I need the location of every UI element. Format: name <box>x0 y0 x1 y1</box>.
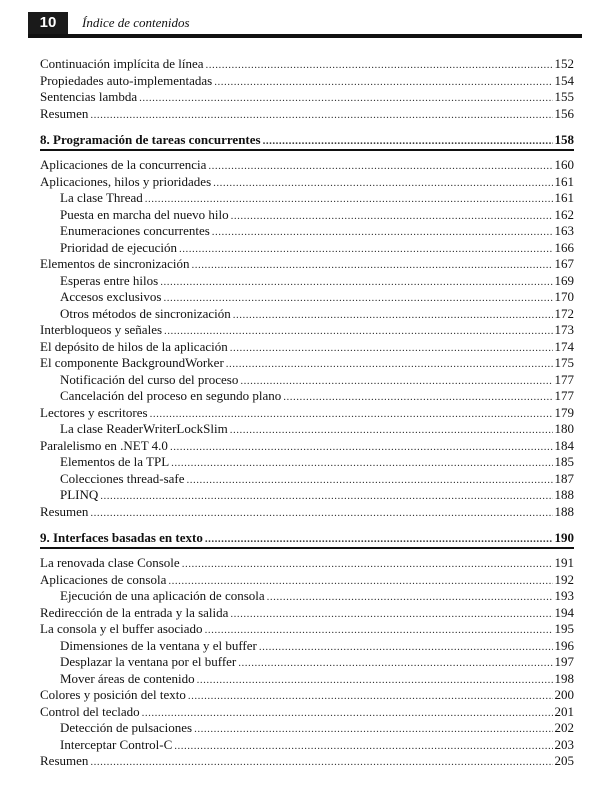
toc-entry[interactable] <box>40 405 574 422</box>
dot-leader <box>233 307 553 324</box>
chapter-page-number: 158 <box>554 132 574 147</box>
entry-page-number: 169 <box>554 272 574 288</box>
entry-title: La clase Thread <box>60 190 143 205</box>
dot-leader <box>212 224 553 241</box>
entry-title: El depósito de hilos de la aplicación <box>40 338 228 354</box>
chapter-page-number: 190 <box>554 530 574 545</box>
entry-title: Aplicaciones de consola <box>40 571 167 587</box>
entry-page-number: 203 <box>554 736 574 752</box>
toc-entry[interactable] <box>40 106 574 123</box>
entry-title: Puesta en marcha del nuevo hilo <box>60 206 229 222</box>
dot-leader <box>205 530 553 549</box>
toc-entry[interactable] <box>40 504 574 521</box>
dot-leader <box>182 556 553 573</box>
entry-title: Detección de pulsaciones <box>60 720 193 735</box>
entry-title: Prioridad de ejecución <box>60 239 177 255</box>
dot-leader <box>168 573 552 590</box>
entry-page-number: 166 <box>554 239 574 255</box>
toc-entry[interactable] <box>40 240 574 257</box>
entry-page-number: 174 <box>554 338 574 354</box>
dot-leader <box>283 389 552 406</box>
toc-entry[interactable] <box>40 621 574 638</box>
entry-page-number: 152 <box>554 56 574 71</box>
toc-entry[interactable] <box>40 339 574 356</box>
entry-title: La consola y el buffer asociado <box>40 621 203 636</box>
dot-leader <box>213 175 552 192</box>
toc-entry[interactable] <box>40 256 574 273</box>
entry-title: PLINQ <box>60 487 99 502</box>
page-number: 10 <box>28 12 68 34</box>
entry-page-number: 193 <box>554 588 574 603</box>
entry-title: Colecciones thread-safe <box>60 470 185 486</box>
toc-entry[interactable] <box>40 89 574 106</box>
entry-page-number: 161 <box>554 190 574 205</box>
entry-title: Cancelación del proceso en segundo plano <box>60 388 282 403</box>
spacer <box>40 520 574 528</box>
dot-leader <box>150 406 553 423</box>
dot-leader <box>145 191 553 208</box>
dot-leader <box>240 373 552 390</box>
toc-entry[interactable] <box>40 588 574 605</box>
entry-title: Notificación del curso del proceso <box>60 371 239 387</box>
entry-title: Mover áreas de contenido <box>60 670 195 686</box>
toc-entry[interactable] <box>40 372 574 389</box>
toc-entry[interactable] <box>40 273 574 290</box>
dot-leader <box>171 455 552 472</box>
toc-entry[interactable] <box>40 737 574 754</box>
toc-entry[interactable] <box>40 388 574 405</box>
dot-leader <box>90 107 552 124</box>
entry-page-number: 200 <box>554 687 574 702</box>
entry-page-number: 161 <box>554 173 574 189</box>
entry-title: Continuación implícita de línea <box>40 56 204 71</box>
dot-leader <box>191 257 552 274</box>
entry-page-number: 154 <box>554 72 574 88</box>
toc-entry[interactable] <box>40 687 574 704</box>
toc-entry[interactable] <box>40 704 574 721</box>
entry-title: Otros métodos de sincronización <box>60 305 231 321</box>
dot-leader <box>179 241 553 258</box>
toc-entry[interactable] <box>40 355 574 372</box>
entry-page-number: 191 <box>554 555 574 570</box>
toc-entry[interactable] <box>40 73 574 90</box>
entry-title: Accesos exclusivos <box>60 289 162 304</box>
toc-entry[interactable] <box>40 438 574 455</box>
chapter-title: 9. Interfaces basadas en texto <box>40 530 203 545</box>
entry-page-number: 187 <box>554 470 574 486</box>
entry-title: La renovada clase Console <box>40 555 180 570</box>
toc-entry[interactable] <box>40 322 574 339</box>
dot-leader <box>188 688 553 705</box>
entry-title: Desplazar la ventana por el buffer <box>60 654 237 669</box>
entry-title: La clase ReaderWriterLockSlim <box>60 421 228 436</box>
entry-page-number: 170 <box>554 289 574 304</box>
dot-leader <box>174 738 552 755</box>
entry-page-number: 156 <box>554 105 574 121</box>
toc-entry[interactable] <box>40 223 574 240</box>
dot-leader <box>205 622 553 639</box>
entry-title: Interceptar Control-C <box>60 736 173 752</box>
entry-page-number: 205 <box>554 753 574 768</box>
entry-page-number: 163 <box>554 223 574 238</box>
entry-page-number: 188 <box>554 503 574 519</box>
entry-page-number: 201 <box>554 703 574 719</box>
dot-leader <box>194 721 552 738</box>
dot-leader <box>226 356 553 373</box>
toc-entry[interactable] <box>40 289 574 306</box>
dot-leader <box>90 754 552 771</box>
entry-title: Aplicaciones de la concurrencia <box>40 157 207 172</box>
entry-title: Ejecución de una aplicación de consola <box>60 588 265 603</box>
entry-page-number: 172 <box>554 305 574 321</box>
entry-page-number: 179 <box>554 404 574 420</box>
entry-title: Aplicaciones, hilos y prioridades <box>40 173 212 189</box>
table-of-contents <box>40 56 574 770</box>
running-head: Índice de contenidos <box>82 15 190 30</box>
dot-leader <box>139 90 552 107</box>
entry-title: Dimensiones de la ventana y el buffer <box>60 637 257 653</box>
toc-entry[interactable] <box>40 306 574 323</box>
toc-entry[interactable] <box>40 555 574 572</box>
entry-page-number: 177 <box>554 388 574 403</box>
toc-entry[interactable] <box>40 174 574 191</box>
dot-leader <box>214 74 552 91</box>
dot-leader <box>160 274 552 291</box>
entry-title: Resumen <box>40 503 89 519</box>
dot-leader <box>238 655 552 672</box>
dot-leader <box>230 340 553 357</box>
dot-leader <box>142 705 553 722</box>
dot-leader <box>230 422 553 439</box>
entry-page-number: 194 <box>554 604 574 620</box>
chapter-heading[interactable] <box>40 130 574 149</box>
entry-page-number: 155 <box>554 89 574 104</box>
toc-entry[interactable] <box>40 605 574 622</box>
dot-leader <box>187 472 553 489</box>
header-rule <box>28 34 582 38</box>
entry-title: Lectores y escritores <box>40 404 148 420</box>
entry-page-number: 202 <box>554 720 574 735</box>
entry-title: Colores y posición del texto <box>40 687 186 702</box>
entry-title: Propiedades auto-implementadas <box>40 72 213 88</box>
dot-leader <box>230 606 552 623</box>
toc-entry[interactable] <box>40 753 574 770</box>
toc-entry[interactable] <box>40 671 574 688</box>
toc-entry[interactable] <box>40 720 574 737</box>
dot-leader <box>197 672 553 689</box>
dot-leader <box>90 505 552 522</box>
chapter-title: 8. Programación de tareas concurrentes <box>40 132 261 147</box>
toc-entry[interactable] <box>40 654 574 671</box>
entry-title: Resumen <box>40 753 89 768</box>
dot-leader <box>100 488 552 505</box>
entry-title: Sentencias lambda <box>40 89 138 104</box>
entry-title: Resumen <box>40 105 89 121</box>
entry-page-number: 195 <box>554 621 574 636</box>
dot-leader <box>231 208 553 225</box>
entry-page-number: 198 <box>554 670 574 686</box>
dot-leader <box>267 589 553 606</box>
toc-entry[interactable] <box>40 421 574 438</box>
entry-title: Elementos de sincronización <box>40 256 190 271</box>
entry-page-number: 160 <box>554 157 574 172</box>
entry-page-number: 188 <box>554 487 574 502</box>
dot-leader <box>170 439 553 456</box>
toc-entry[interactable] <box>40 454 574 471</box>
entry-title: Paralelismo en .NET 4.0 <box>40 437 168 453</box>
entry-title: El componente BackgroundWorker <box>40 355 224 370</box>
entry-page-number: 197 <box>554 654 574 669</box>
entry-page-number: 175 <box>554 355 574 370</box>
toc-entry[interactable] <box>40 572 574 589</box>
dot-leader <box>208 158 552 175</box>
entry-title: Esperas entre hilos <box>60 272 159 288</box>
entry-title: Interbloqueos y señales <box>40 322 163 337</box>
entry-title: Control del teclado <box>40 703 140 719</box>
page-header <box>28 12 582 38</box>
entry-title: Redirección de la entrada y la salida <box>40 604 229 620</box>
toc-entry[interactable] <box>40 471 574 488</box>
toc-entry[interactable] <box>40 190 574 207</box>
entry-page-number: 162 <box>554 206 574 222</box>
toc-entry[interactable] <box>40 638 574 655</box>
dot-leader <box>206 57 553 74</box>
entry-page-number: 184 <box>554 437 574 453</box>
toc-entry[interactable] <box>40 56 574 73</box>
entry-page-number: 192 <box>554 571 574 587</box>
entry-page-number: 177 <box>554 371 574 387</box>
dot-leader <box>163 290 552 307</box>
dot-leader <box>263 132 553 151</box>
entry-page-number: 167 <box>554 256 574 271</box>
entry-title: Enumeraciones concurrentes <box>60 223 210 238</box>
entry-title: Elementos de la TPL <box>60 454 170 469</box>
toc-entry[interactable] <box>40 157 574 174</box>
entry-page-number: 185 <box>554 454 574 469</box>
dot-leader <box>259 639 553 656</box>
toc-entry[interactable] <box>40 207 574 224</box>
chapter-heading[interactable] <box>40 528 574 547</box>
entry-page-number: 180 <box>554 421 574 436</box>
dot-leader <box>164 323 552 340</box>
entry-page-number: 196 <box>554 637 574 653</box>
spacer <box>40 122 574 130</box>
toc-entry[interactable] <box>40 487 574 504</box>
entry-page-number: 173 <box>554 322 574 337</box>
